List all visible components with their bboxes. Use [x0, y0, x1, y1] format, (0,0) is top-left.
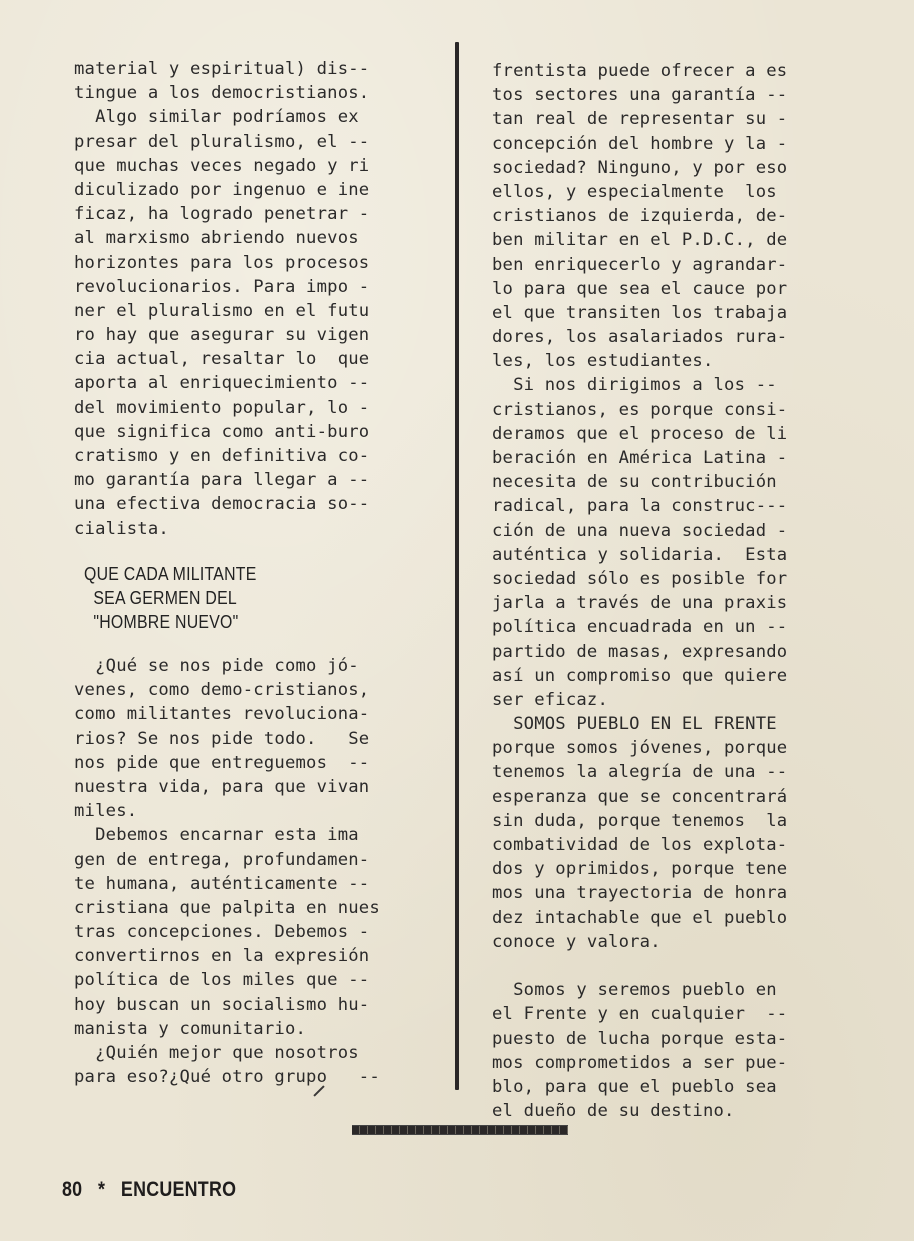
- text-line: el dueño de su destino.: [492, 1101, 735, 1122]
- text-line: hoy buscan un socialismo hu-: [74, 994, 370, 1015]
- text-line: así un compromiso que quiere: [492, 665, 788, 686]
- footer-separator: *: [98, 1178, 106, 1201]
- text-line: nos pide que entreguemos --: [74, 752, 370, 773]
- text-line: lo para que sea el cauce por: [492, 278, 788, 299]
- right-text-column: [492, 59, 852, 1123]
- text-line: para eso?¿Qué otro grupo --: [74, 1067, 380, 1088]
- text-line: mos comprometidos a ser pue-: [492, 1052, 788, 1073]
- heading-line: "HOMBRE NUEVO": [84, 612, 239, 632]
- text-line: beración en América Latina -: [492, 448, 788, 468]
- text-line: esperanza que se concentrará: [492, 786, 788, 807]
- text-line: combatividad de los explota-: [492, 835, 788, 855]
- text-line: porque somos jóvenes, porque: [492, 738, 788, 759]
- text-line: frentista puede ofrecer a es: [492, 61, 788, 81]
- text-line: material y espiritual) dis--: [74, 59, 370, 79]
- text-line: sin duda, porque tenemos la: [492, 810, 788, 831]
- text-line: ¿Qué se nos pide como jó-: [74, 656, 359, 676]
- text-line: Si nos dirigimos a los --: [492, 375, 777, 396]
- text-line: venes, como demo-cristianos,: [74, 680, 370, 701]
- text-line: que significa como anti-buro: [74, 421, 370, 442]
- text-line: ción de una nueva sociedad -: [492, 520, 788, 541]
- page-number: 80: [62, 1178, 83, 1201]
- text-line: necesita de su contribución: [492, 472, 777, 493]
- text-line: auténtica y solidaria. Esta: [492, 544, 788, 565]
- text-line: el que transiten los trabaja: [492, 302, 788, 323]
- text-line: blo, para que el pueblo sea: [492, 1076, 777, 1097]
- text-line: una efectiva democracia so--: [74, 494, 370, 515]
- heading-line: QUE CADA MILITANTE: [84, 564, 257, 584]
- text-line: como militantes revoluciona-: [74, 704, 370, 725]
- text-line: ficaz, ha logrado penetrar -: [74, 204, 370, 225]
- text-line: conoce y valora.: [492, 931, 661, 952]
- text-line: tingue a los democristianos.: [74, 83, 370, 104]
- text-line: tras concepciones. Debemos -: [74, 922, 370, 943]
- column-divider: [455, 42, 459, 1090]
- text-line: ben militar en el P.D.C., de: [492, 230, 788, 251]
- text-line: sociedad sólo es posible for: [492, 568, 788, 589]
- text-line: tenemos la alegría de una --: [492, 762, 788, 783]
- text-line: ¿Quién mejor que nosotros: [74, 1043, 359, 1063]
- text-line: SOMOS PUEBLO EN EL FRENTE: [492, 714, 777, 735]
- text-line: sociedad? Ninguno, y por eso: [492, 157, 788, 178]
- decorative-rule: [352, 1125, 568, 1135]
- left-text-column-continued: [74, 654, 434, 1089]
- text-line: miles.: [74, 801, 138, 822]
- text-line: revolucionarios. Para impo -: [74, 276, 370, 297]
- text-line: concepción del hombre y la -: [492, 133, 788, 154]
- text-line: Debemos encarnar esta ima: [74, 825, 359, 846]
- text-line: Somos y seremos pueblo en: [492, 980, 777, 1001]
- text-line: tos sectores una garantía --: [492, 85, 788, 106]
- text-line: Algo similar podríamos ex: [74, 107, 359, 128]
- text-line: [492, 954, 852, 978]
- text-line: cristianos de izquierda, de-: [492, 206, 788, 227]
- text-line: al marxismo abriendo nuevos: [74, 228, 359, 249]
- text-line: manista y comunitario.: [74, 1018, 307, 1039]
- text-line: deramos que el proceso de li: [492, 423, 788, 444]
- text-line: presar del pluralismo, el --: [74, 131, 370, 152]
- text-line: les, los estudiantes.: [492, 351, 714, 372]
- text-line: mos una trayectoria de honra: [492, 883, 788, 904]
- text-line: política encuadrada en un --: [492, 617, 788, 638]
- text-line: política de los miles que --: [74, 970, 370, 991]
- text-line: jarla a través de una praxis: [492, 593, 788, 614]
- text-line: del movimiento popular, lo -: [74, 397, 370, 418]
- text-line: ellos, y especialmente los: [492, 181, 777, 202]
- text-line: diculizado por ingenuo e ine: [74, 179, 370, 200]
- text-line: tan real de representar su -: [492, 109, 788, 130]
- text-line: puesto de lucha porque esta-: [492, 1028, 788, 1049]
- publication-name: ENCUENTRO: [120, 1178, 237, 1201]
- text-line: aporta al enriquecimiento --: [74, 373, 370, 394]
- text-line: dez intachable que el pueblo: [492, 907, 788, 928]
- page-footer: [62, 1178, 236, 1202]
- text-line: que muchas veces negado y ri: [74, 155, 370, 176]
- text-line: partido de masas, expresando: [492, 641, 788, 662]
- text-line: cia actual, resaltar lo que: [74, 349, 370, 370]
- text-line: cristiana que palpita en nues: [74, 897, 380, 918]
- text-line: ner el pluralismo en el futu: [74, 300, 370, 321]
- text-line: te humana, auténticamente --: [74, 873, 370, 894]
- text-line: nuestra vida, para que vivan: [74, 776, 370, 797]
- text-line: mo garantía para llegar a --: [74, 470, 370, 491]
- text-line: convertirnos en la expresión: [74, 946, 370, 967]
- text-line: cialista.: [74, 518, 169, 539]
- text-line: gen de entrega, profundamen-: [74, 849, 370, 870]
- text-line: el Frente y en cualquier --: [492, 1004, 788, 1025]
- left-text-column: [74, 57, 434, 541]
- text-line: rios? Se nos pide todo. Se: [74, 728, 370, 749]
- heading-line: SEA GERMEN DEL: [84, 588, 237, 608]
- text-line: ben enriquecerlo y agrandar-: [492, 254, 788, 275]
- text-line: radical, para la construc---: [492, 496, 788, 517]
- text-line: dos y oprimidos, porque tene: [492, 859, 788, 880]
- section-heading: [84, 562, 257, 634]
- text-line: ro hay que asegurar su vigen: [74, 325, 370, 346]
- text-line: ser eficaz.: [492, 689, 609, 710]
- text-line: horizontes para los procesos: [74, 252, 370, 273]
- text-line: cristianos, es porque consi-: [492, 399, 788, 420]
- text-line: cratismo y en definitiva co-: [74, 446, 370, 466]
- text-line: dores, los asalariados rura-: [492, 327, 788, 348]
